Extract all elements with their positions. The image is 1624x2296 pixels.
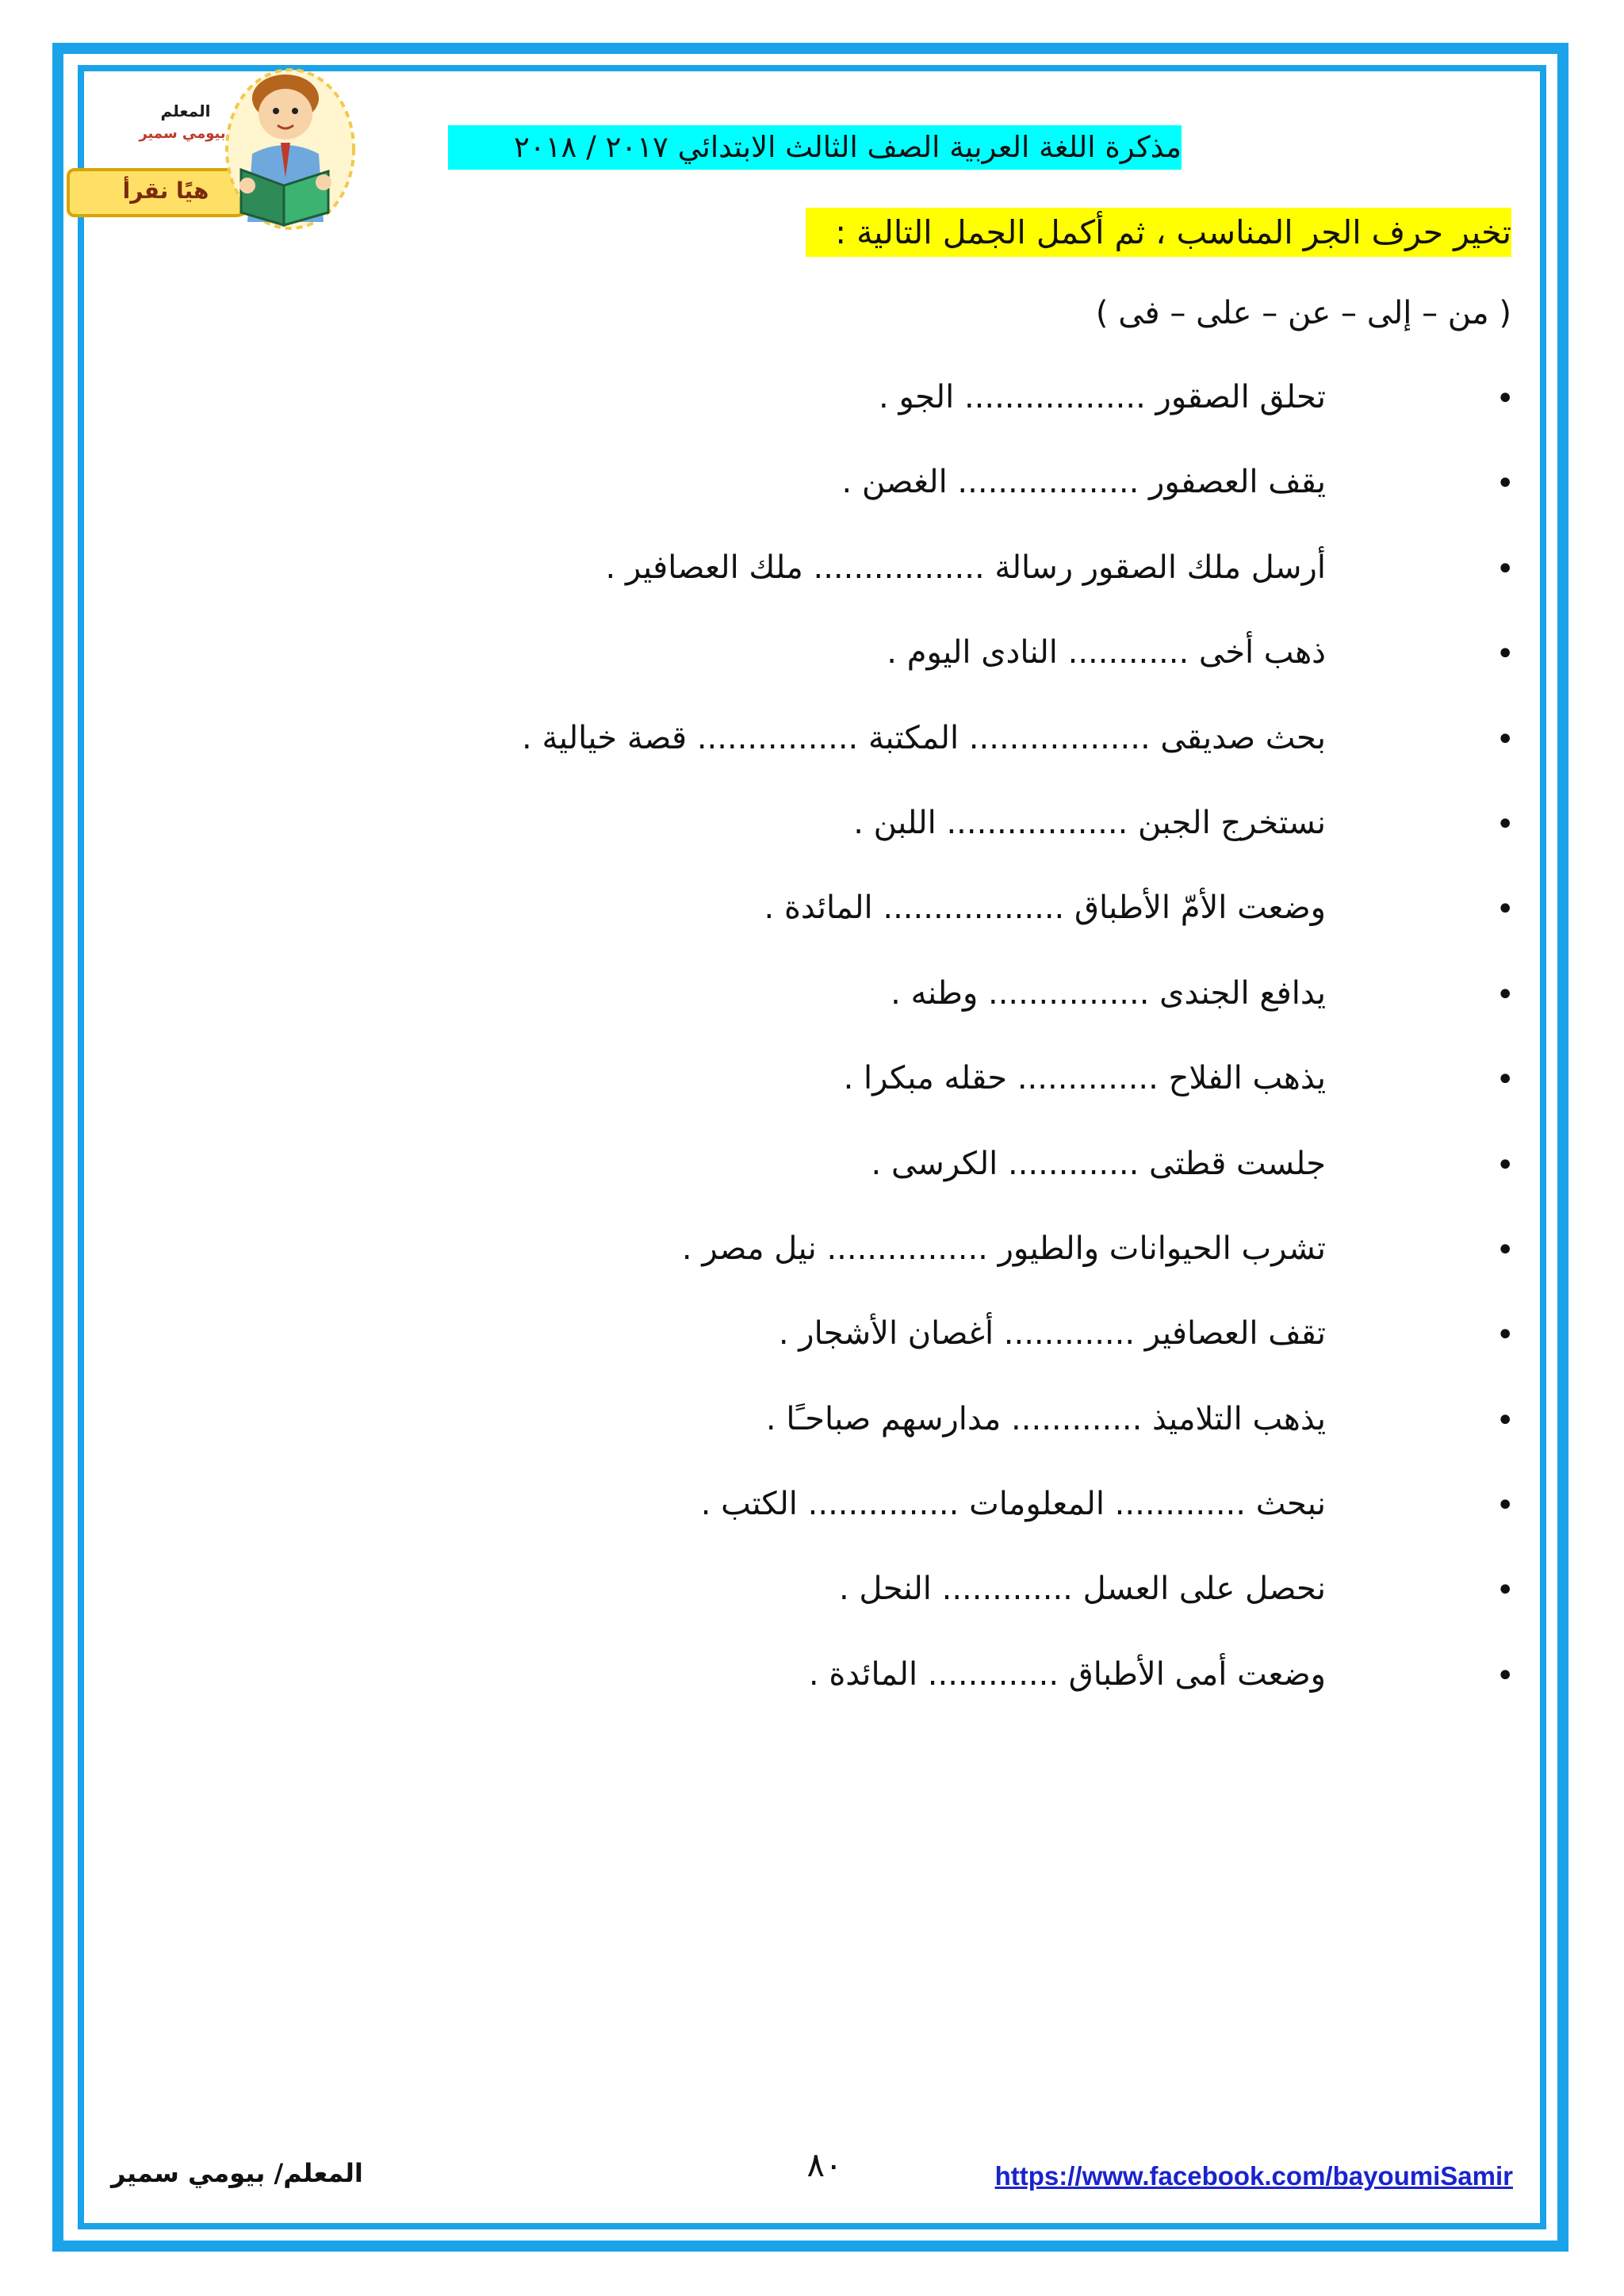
bullet-icon: • — [1496, 465, 1515, 503]
list-item — [301, 1393, 1515, 1478]
document-title: مذكرة اللغة العربية الصف الثالث الابتدائي ٢٠١٧ / ٢٠١٨ — [448, 125, 1182, 170]
sentence: تقف العصافير ............. أغصان الأشجار . — [778, 1315, 1326, 1353]
bullet-icon: • — [1496, 550, 1515, 587]
logo-teacher-label: المعلم — [160, 101, 211, 121]
footer-teacher: المعلم/ بيومي سمير — [111, 2158, 363, 2188]
sentence: بحث صديقى .................. المكتبة ................ قصة خيالية . — [522, 719, 1326, 756]
list-item — [301, 371, 1515, 456]
sentence: نحصل على العسل ............. النحل . — [838, 1571, 1326, 1608]
bullet-icon: • — [1496, 636, 1515, 673]
word-bank: ( من – إلى – عن – على – فى ) — [1095, 295, 1511, 331]
bullet-icon: • — [1496, 1317, 1515, 1354]
bullet-icon: • — [1496, 1402, 1515, 1439]
sentence: يذهب الفلاح .............. حقله مبكرا . — [843, 1060, 1326, 1097]
list-item — [301, 541, 1515, 626]
sentence: يقف العصفور .................. الغصن . — [841, 464, 1326, 501]
exercise-list — [301, 371, 1515, 1733]
bullet-icon: • — [1496, 1231, 1515, 1269]
list-item — [301, 1648, 1515, 1733]
list-item — [301, 1223, 1515, 1307]
sentence: جلست قطتى ............. الكرسى . — [871, 1145, 1326, 1182]
list-item — [301, 626, 1515, 711]
logo-badge-text: هيًا نقرأ — [122, 178, 209, 204]
bullet-icon: • — [1496, 1146, 1515, 1184]
logo-teacher-name: بيومي سمير — [139, 125, 226, 142]
bullet-icon: • — [1496, 721, 1515, 758]
bullet-icon: • — [1496, 381, 1515, 417]
logo — [67, 67, 355, 233]
list-item — [301, 1052, 1515, 1137]
list-item — [301, 1563, 1515, 1647]
exercise-instruction: تخير حرف الجر المناسب ، ثم أكمل الجمل التالية : — [806, 208, 1511, 257]
sentence: نبحث ............. المعلومات ............... الكتب . — [700, 1486, 1326, 1523]
list-item — [301, 1307, 1515, 1392]
sentence: يذهب التلاميذ ............. مدارسهم صباحـًا . — [765, 1400, 1326, 1437]
sentence: تحلق الصقور .................. الجو . — [879, 379, 1326, 415]
sentence: وضعت أمى الأطباق ............. المائدة . — [808, 1655, 1326, 1693]
bullet-icon: • — [1496, 1062, 1515, 1099]
list-item — [301, 1138, 1515, 1223]
list-item — [301, 797, 1515, 882]
reading-boy-icon — [217, 67, 355, 233]
list-item — [301, 1478, 1515, 1563]
bullet-icon: • — [1496, 1572, 1515, 1609]
page-number: ٨٠ — [806, 2145, 843, 2184]
sentence: يدافع الجندى ................ وطنه . — [891, 974, 1326, 1012]
bullet-icon: • — [1496, 806, 1515, 843]
sentence: وضعت الأمّ الأطباق .................. المائدة . — [764, 890, 1326, 927]
sentence: تشرب الحيوانات والطيور ................ نيل مصر . — [681, 1230, 1326, 1267]
bullet-icon: • — [1496, 1657, 1515, 1694]
sentence: ذهب أخى ............ النادى اليوم . — [887, 634, 1326, 672]
facebook-link[interactable]: https://www.facebook.com/bayoumiSamir — [994, 2161, 1513, 2191]
bullet-icon: • — [1496, 1487, 1515, 1525]
sentence: أرسل ملك الصقور رسالة ................. ملك العصافير . — [605, 549, 1326, 586]
bullet-icon: • — [1496, 976, 1515, 1013]
list-item — [301, 456, 1515, 541]
bullet-icon: • — [1496, 891, 1515, 928]
list-item — [301, 882, 1515, 966]
list-item — [301, 967, 1515, 1052]
list-item — [301, 712, 1515, 797]
sentence: نستخرج الجبن .................. اللبن . — [853, 804, 1326, 841]
